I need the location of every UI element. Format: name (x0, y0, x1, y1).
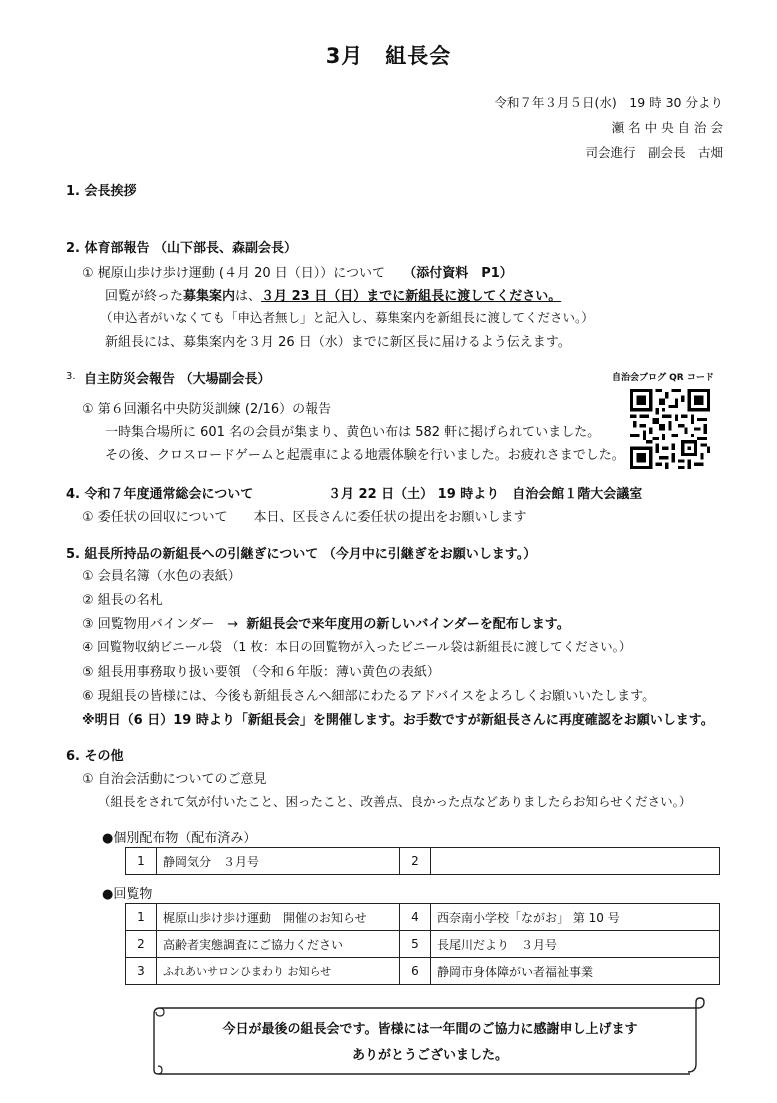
host-name: 司会進行 副会長 古畑 (585, 145, 723, 160)
section-6-title: 6. その他 (66, 749, 124, 764)
closing-line-1: 今日が最後の組長会です。皆様には一年間のご協力に感謝申し上げます (222, 1022, 638, 1037)
row-title (431, 848, 720, 875)
section-2-line-3: （申込者がいなくても「申込者無し」と記入し、募集案内を新組長に渡してください。） (100, 310, 594, 325)
row-number: 1 (126, 904, 157, 931)
page-title: 3月 組長会 (325, 44, 452, 68)
meeting-date: 令和７年３月５日(水) 19 時 30 分より (494, 95, 723, 110)
section-4-item-1: ① 委任状の回収について 本日、区長さんに委任状の提出をお願いします (82, 510, 527, 525)
text-c: は、 (235, 289, 262, 304)
row-number: 2 (400, 848, 431, 875)
qr-label: 自治会ブログ QR コード (612, 373, 714, 383)
section-5-item-4: ④ 回覧物収納ビニール袋 （1 枚：本日の回覧物が入ったビニール袋は新組長に渡してください。） (82, 639, 632, 654)
row-title: 静岡市身体障がい者福祉事業 (431, 958, 720, 985)
row-title: 梶原山歩け歩け運動 開催のお知らせ (157, 904, 400, 931)
section-5-title: 5. 組長所持品の新組長への引継ぎについて （今月中に引継ぎをお願いします。） (66, 547, 537, 562)
row-number: 5 (400, 931, 431, 958)
row-title: 長尾川だより ３月号 (431, 931, 720, 958)
text-b: 募集案内 (183, 289, 236, 304)
table-row (126, 958, 720, 985)
section-5-note: ※明日（6 日）19 時より「新組長会」を開催します。お手数ですが新組長さんに再度確認をお願いします。 (82, 713, 714, 728)
qr-code-icon[interactable] (630, 389, 710, 469)
table-row (126, 848, 720, 875)
item-3-emphasis: 新組長会で来年度用の新しいバインダーを配布します。 (246, 617, 570, 632)
section-2-item-1 (82, 262, 513, 281)
section-2-title: 2. 体育部報告 （山下部長、森副会長） (66, 241, 298, 256)
circulation-table (125, 903, 720, 985)
distribution-table (125, 847, 720, 875)
row-number: 1 (126, 848, 157, 875)
section-6-line-2: （組長をされて気が付いたこと、困ったこと、改善点、良かった点などありましたらお知らせください。） (98, 794, 692, 809)
organization-name: 瀬 名 中 央 自 治 会 (611, 120, 723, 135)
circulation-heading: ●回覧物 (102, 887, 153, 902)
section-3-line-2: 一時集合場所に 601 名の会員が集まり、黄色い布は 582 軒に掲げられていました。 (105, 425, 601, 440)
row-number: 3 (126, 958, 157, 985)
closing-line-2: ありがとうございました。 (351, 1048, 508, 1063)
section-5-item-1: ① 会員名簿（水色の表紙） (82, 569, 241, 584)
section-3-item-1: ① 第６回瀬名中央防災訓練 (2/16）の報告 (82, 402, 332, 417)
section-5-item-2: ② 組長の名札 (82, 593, 163, 608)
text-d: ３月 23 日（日）までに新組長に渡してください。 (261, 289, 562, 304)
section-2-line-2 (105, 285, 561, 304)
section-5-item-5: ⑤ 組長用事務取り扱い要領 （令和６年版：薄い黄色の表紙） (82, 665, 440, 680)
attachment-ref: （添付資料 P1） (403, 266, 513, 281)
row-title: 西奈南小学校「ながお」 第 10 号 (431, 904, 720, 931)
section-4-title: 4. 令和７年度通常総会について (66, 487, 254, 502)
distribution-heading: ●個別配布物（配布済み） (102, 831, 257, 846)
row-number: 6 (400, 958, 431, 985)
section-1-title: 1. 会長挨拶 (66, 184, 137, 199)
section-6-item-1: ① 自治会活動についてのご意見 (82, 772, 267, 787)
item-3-text: ③ 回覧物用バインダー → (82, 617, 239, 632)
section-5-item-3 (82, 613, 570, 632)
section-4-when: ３月 22 日（土） 19 時より 自治会館１階大会議室 (328, 487, 643, 502)
row-title: 高齢者実態調査にご協力ください (157, 931, 400, 958)
row-title: ふれあいサロンひまわり お知らせ (157, 958, 400, 985)
text-a: 回覧が終った (105, 289, 184, 304)
section-5-item-6: ⑥ 現組長の皆様には、今後も新組長さんへ細部にわたるアドバイスをよろしくお願いいたします。 (82, 689, 656, 704)
section-2-line-4: 新組長には、募集案内を３月 26 日（水）までに新区長に届けるよう伝えます。 (105, 335, 571, 350)
section-3-title: 自主防災会報告 （大場副会長） (84, 372, 271, 387)
section-3-line-3: その後、クロスロードゲームと起震車による地震体験を行いました。お疲れさまでした。 (105, 448, 625, 463)
row-number: 2 (126, 931, 157, 958)
table-row (126, 904, 720, 931)
table-row (126, 931, 720, 958)
section-3-number: 3. (66, 371, 76, 382)
item-text: ① 梶原山歩け歩け運動 (４月 20 日（日））について (82, 266, 386, 281)
row-title: 静岡気分 ３月号 (157, 848, 400, 875)
row-number: 4 (400, 904, 431, 931)
